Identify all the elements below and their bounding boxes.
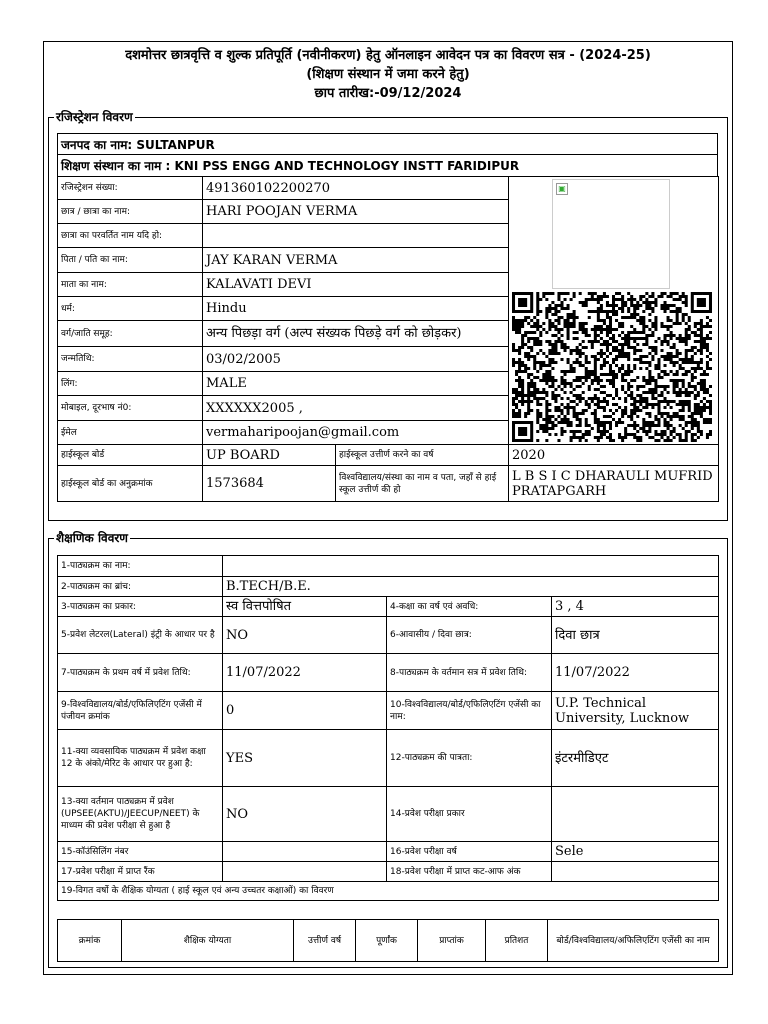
form-header [43,46,733,103]
qr-code [512,292,712,442]
history-header: प्रतिशत [486,920,548,962]
first-year-admission-value: 11/07/2022 [223,654,387,692]
lateral-entry-value: NO [223,617,387,654]
class-year-label: 4-कक्षा का वर्ष एवं अवधि: [387,597,552,617]
email: vermaharipoojan@gmail.com [203,421,509,445]
caste-category: अन्य पिछड़ा वर्ग (अल्प संख्यक पिछड़े वर्ग को छोड़कर) [203,321,509,347]
history-header: पूर्णांक [356,920,418,962]
history-header: प्राप्तांक [418,920,486,962]
reg-label: माता का नाम: [58,273,203,297]
gender: MALE [203,372,509,396]
class-year-value: 3 , 4 [552,597,719,617]
merit-admission-label: 11-क्या व्यवसायिक पाठ्यक्रम में प्रवेश कक्षा 12 के अंको/मेरिट के आधार पर हुआ है: [58,730,223,787]
religion: Hindu [203,297,509,321]
academic-table [57,555,719,901]
father-name: JAY KARAN VERMA [203,248,509,273]
current-session-admission-label: 8-पाठ्यक्रम के वर्तमान सत्र में प्रवेश तिथि: [387,654,552,692]
qr-modules [512,292,712,442]
merit-admission-value: YES [223,730,387,787]
university-name-value: U.P. Technical University, Lucknow [552,692,719,730]
highschool-school-value: L B S I C DHARAULI MUFRID PRATAPGARH [509,466,719,502]
header-line-1: दशमोत्तर छात्रवृत्ति व शुल्क प्रतिपूर्ति (नवीनीकरण) हेतु ऑनलाइन आवेदन पत्र का विवरण सत्र - (2024-25) [125,48,651,63]
eligibility-value: इंटरमीडिएट [552,730,719,787]
course-branch-value: B.TECH/B.E. [223,577,719,597]
date-of-birth: 03/02/2005 [203,347,509,372]
course-type-label: 3-पाठ्यक्रम का प्रकार: [58,597,223,617]
counselling-number-label: 15-कॉउंसिलिंग नंबर [58,842,223,862]
entrance-rank-label: 17-प्रवेश परीक्षा में प्राप्त रैंक [58,862,223,882]
reg-label: धर्म: [58,297,203,321]
reg-label: छात्र / छात्रा का नाम: [58,200,203,224]
highschool-table [57,444,719,502]
changed-name [203,224,509,248]
course-name-label: 1-पाठ्यक्रम का नाम: [58,556,223,577]
reg-label: जन्मतिथि: [58,347,203,372]
student-name: HARI POOJAN VERMA [203,200,509,224]
current-session-admission-value: 11/07/2022 [552,654,719,692]
reg-label: छात्रा का परवर्तित नाम यदि हो: [58,224,203,248]
history-header: उत्तीर्ण वर्ष [294,920,356,962]
highschool-year-value: 2020 [509,445,719,466]
header-line-3: छाप तारीख:-09/12/2024 [314,86,462,101]
course-name-value [223,556,719,577]
broken-image-icon: ▣ [556,183,568,195]
history-header: क्रमांक [58,920,122,962]
entrance-admission-label: 13-क्या वर्तमान पाठ्यक्रम में प्रवेश (UPSEE(AKTU)/JEECUP/NEET) के माध्यम की प्रवेश परीक्षा से हुआ है [58,787,223,842]
course-branch-label: 2-पाठ्यक्रम का ब्रांच: [58,577,223,597]
mobile-number: XXXXXX2005 , [203,396,509,421]
course-type-value: स्व वित्तपोषित [223,597,387,617]
university-registration-value: 0 [223,692,387,730]
history-title: 19-विगत वर्षो के शैक्षिक योग्यता ( हाई स्कूल एवं अन्य उच्चतर कक्षाओं) का विवरण [58,882,719,901]
first-year-admission-label: 7-पाठ्यक्रम के प्रथम वर्ष में प्रवेश तिथि: [58,654,223,692]
mother-name: KALAVATI DEVI [203,273,509,297]
student-photo [552,179,670,289]
reg-label: पिता / पति का नाम: [58,248,203,273]
residential-value: दिवा छात्र [552,617,719,654]
history-table [57,919,719,962]
reg-label: मोबाइल, दूरभाष नं0: [58,396,203,421]
header-line-2: (शिक्षण संस्थान में जमा करने हेतु) [306,67,470,82]
district-name: जनपद का नाम: SULTANPUR [58,134,718,155]
entrance-rank-value [223,862,387,882]
highschool-school-label: विश्वविद्यालय/संस्था का नाम व पता, जहाँ से हाई स्कूल उत्तीर्ण की हो [336,466,509,502]
residential-label: 6-आवासीय / दिवा छात्र: [387,617,552,654]
entrance-type-label: 14-प्रवेश परीक्षा प्रकार [387,787,552,842]
reg-label: रजिस्ट्रेशन संख्या: [58,177,203,200]
highschool-board-label: हाईस्कूल बोर्ड [58,445,203,466]
eligibility-label: 12-पाठ्यक्रम की पात्रता: [387,730,552,787]
entrance-year-value: Sele [552,842,719,862]
registration-number: 491360102200270 [203,177,509,200]
academic-section-title: शैक्षणिक विवरण [56,531,128,545]
history-header: बोर्ड/विश्वविद्यालय/अफिलिएटिंग एजेंसी का नाम [548,920,719,962]
reg-label: लिंग: [58,372,203,396]
counselling-number-value [223,842,387,862]
registration-header-table [57,133,718,177]
reg-label: ईमेल [58,421,203,445]
entrance-type-value [552,787,719,842]
lateral-entry-label: 5-प्रवेश लेटरल(Lateral) इंट्री के आधार पर है [58,617,223,654]
highschool-board-value: UP BOARD [203,445,336,466]
entrance-year-label: 16-प्रवेश परीक्षा वर्ष [387,842,552,862]
highschool-roll-value: 1573684 [203,466,336,502]
highschool-roll-label: हाईस्कूल बोर्ड का अनुक्रमांक [58,466,203,502]
reg-label: वर्ग/जाति समूह: [58,321,203,347]
cutoff-marks-value [552,862,719,882]
entrance-admission-value: NO [223,787,387,842]
university-name-label: 10-विश्वविद्यालय/बोर्ड/एफिलिएटिंग एजेंसी का नाम: [387,692,552,730]
registration-section-title: रजिस्ट्रेशन विवरण [56,110,133,124]
history-header: शैक्षिक योग्यता [122,920,294,962]
institute-name: शिक्षण संस्थान का नाम : KNI PSS ENGG AND TECHNOLOGY INSTT FARIDIPUR [58,155,718,177]
cutoff-marks-label: 18-प्रवेश परीक्षा में प्राप्त कट-आफ अंक [387,862,552,882]
university-registration-label: 9-विश्वविद्यालय/बोर्ड/एफिलिएटिंग एजेंसी में पंजीयन क्रमांक [58,692,223,730]
highschool-year-label: हाईस्कूल उत्तीर्ण करने का वर्ष [336,445,509,466]
